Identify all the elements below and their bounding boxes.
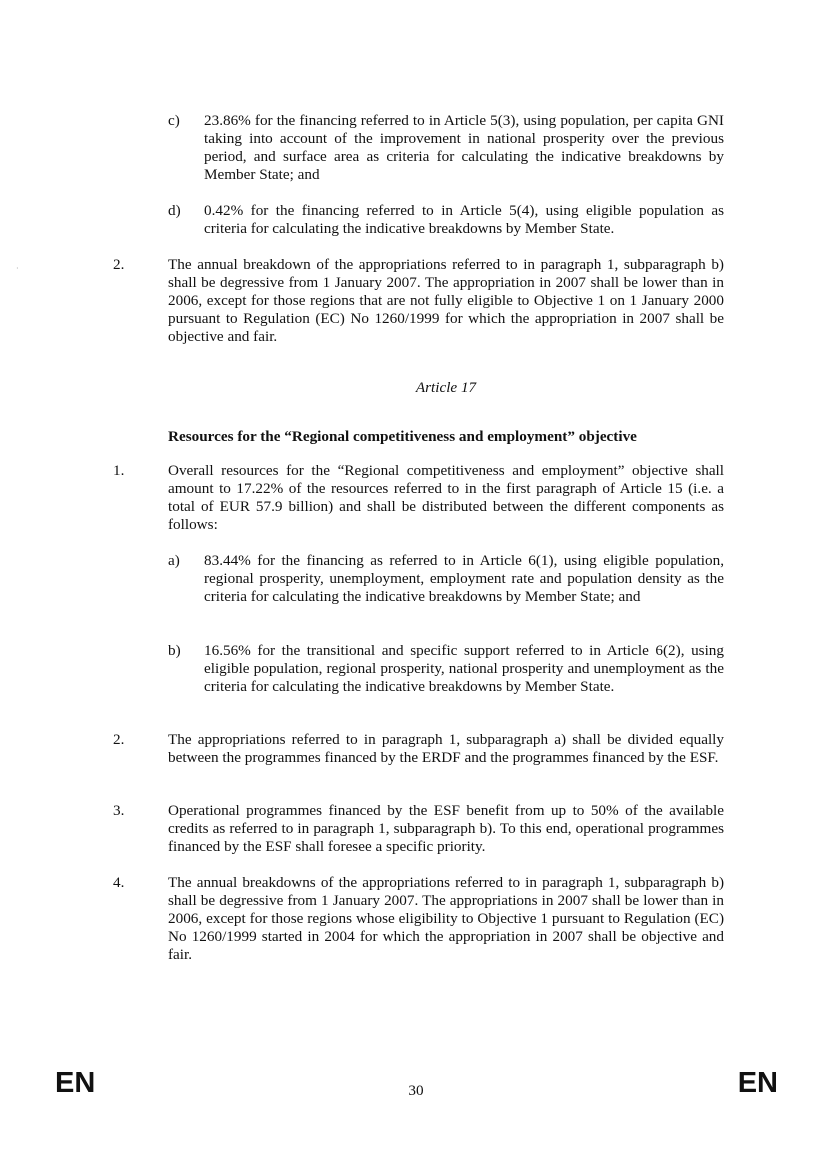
paragraph-number: 2. <box>113 256 125 273</box>
paragraph-number: 3. <box>113 802 125 819</box>
paragraph-text: The annual breakdown of the appropriations referred to in paragraph 1, subparagraph b) shall be degressive from 1 January 2007. The appropriation in 2007 shall be lower than in 2006, except for those regions that are not fully eligible to Objective 1 on 1 January 2000 pursuant to Regulation (EC) No 1260/1999 for which the appropriation in 2007 shall be objective and fair. <box>168 256 724 345</box>
paragraph-1 <box>113 462 724 534</box>
subparagraph-d <box>168 202 724 238</box>
paragraph-number: 1. <box>113 462 125 479</box>
footer-language-left: EN <box>55 1067 96 1099</box>
paragraph-2-article-16 <box>113 256 724 346</box>
subparagraph-label: b) <box>168 642 181 659</box>
paragraph-text: The appropriations referred to in paragraph 1, subparagraph a) shall be divided equally between the programmes financed by the ERDF and the programmes financed by the ESF. <box>168 731 724 766</box>
paragraph-4 <box>113 874 724 964</box>
subparagraph-text: 16.56% for the transitional and specific support referred to in Article 6(2), using eligible population, regional prosperity, national prosperity and unemployment as the criteria for calculating the indicative breakdowns by Member State. <box>204 642 724 695</box>
article-heading: Article 17 <box>415 379 477 396</box>
subparagraph-label: c) <box>168 112 180 129</box>
paragraph-number: 2. <box>113 731 125 748</box>
article-title: Resources for the “Regional competitiveness and employment” objective <box>168 428 637 445</box>
paragraph-text: The annual breakdowns of the appropriations referred to in paragraph 1, subparagraph b) shall be degressive from 1 January 2007. The appropriations in 2007 shall be lower than in 2006, except for those regions whose eligibility to Objective 1 pursuant to Regulation (EC) No 1260/1999 started in 2004 for which the appropriation in 2007 shall be objective and fair. <box>168 874 724 963</box>
paragraph-text: Overall resources for the “Regional competitiveness and employment” objective shall amount to 17.22% of the resources referred to in the first paragraph of Article 15 (i.e. a total of EUR 57.9 billion) and shall be distributed between the different components as follows: <box>168 462 724 533</box>
subparagraph-b <box>168 642 724 696</box>
scan-artifact: · <box>16 264 19 273</box>
paragraph-3 <box>113 802 724 856</box>
subparagraph-c <box>168 112 724 184</box>
subparagraph-text: 23.86% for the financing referred to in Article 5(3), using population, per capita GNI taking into account of the improvement in national prosperity over the previous period, and surface area as criteria for calculating the indicative breakdowns by Member State; and <box>204 112 724 183</box>
subparagraph-text: 83.44% for the financing as referred to in Article 6(1), using eligible population, regional prosperity, unemployment, employment rate and population density as the criteria for calculating the indicative breakdowns by Member State; and <box>204 552 724 605</box>
paragraph-2 <box>113 731 724 767</box>
paragraph-text: Operational programmes financed by the ESF benefit from up to 50% of the available credits as referred to in paragraph 1, subparagraph b). To this end, operational programmes financed by the ESF shall foresee a specific priority. <box>168 802 724 855</box>
subparagraph-text: 0.42% for the financing referred to in Article 5(4), using eligible population as criteria for calculating the indicative breakdowns by Member State. <box>204 202 724 237</box>
subparagraph-label: a) <box>168 552 180 569</box>
subparagraph-label: d) <box>168 202 181 219</box>
subparagraph-a <box>168 552 724 606</box>
paragraph-number: 4. <box>113 874 125 891</box>
page-number: 30 <box>408 1082 424 1099</box>
footer-language-right: EN <box>737 1067 778 1099</box>
